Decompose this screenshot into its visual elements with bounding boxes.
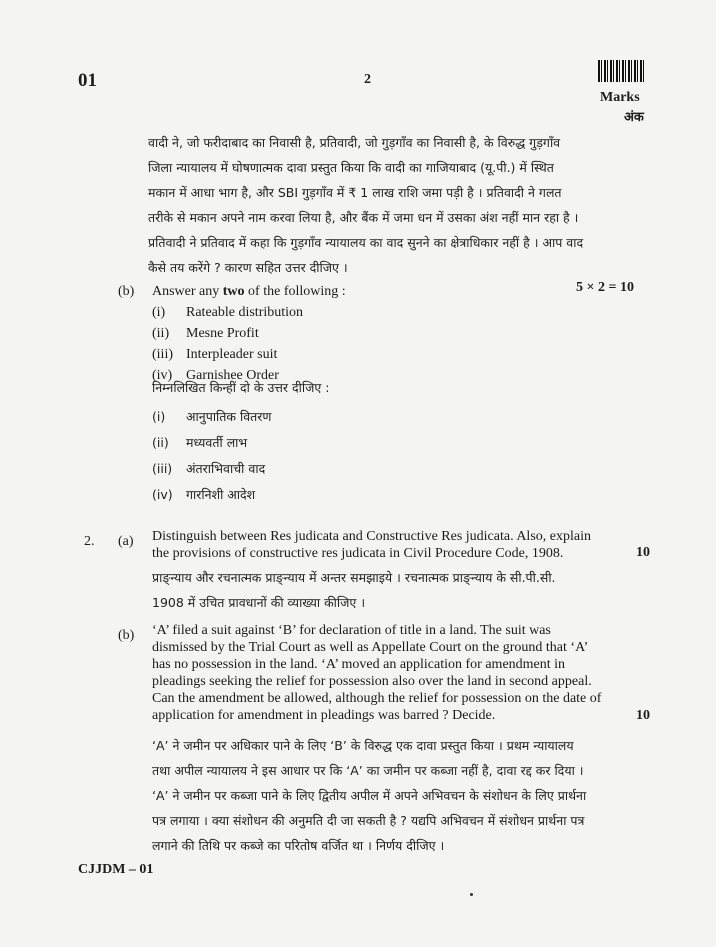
item-text: Mesne Profit [186,326,259,341]
q1b-label: (b) [118,284,135,299]
text-line: application for amendment in pleadings was barred ? Decide. [152,708,496,723]
item-text: गारनिशी आदेश [186,487,256,502]
item-number: (ii) [152,435,169,450]
text-line: प्राङ्न्याय और रचनात्मक प्राङ्न्याय में अन्तर समझाइये । रचनात्मक प्राङ्न्याय के सी.पी.सी. [152,570,556,585]
list-item [152,323,303,344]
barcode-icon [598,60,644,82]
item-number: (i) [152,409,166,424]
marks-heading-hindi: अंक [624,110,644,125]
item-text: अंतराभिवाची वाद [186,461,266,476]
q2a-marks: 10 [636,545,650,560]
q2b-hindi-text [152,733,632,858]
q2b-english-text [152,622,632,724]
text-line: लगाने की तिथि पर कब्जे का परितोष वर्जित था । निर्णय दीजिए । [152,838,445,853]
q2a-label: (a) [118,534,134,549]
q1b-hindi-instruction: निम्नलिखित किन्हीं दो के उत्तर दीजिए : [152,380,330,395]
item-text: Rateable distribution [186,305,304,320]
text-line: has no possession in the land. ‘A’ moved an application for amendment in [152,657,566,672]
text-line: कैसे तय करेंगे ? कारण सहित उत्तर दीजिए । [148,260,348,275]
text-line: पत्र लगाया । क्या संशोधन की अनुमति दी जा सकती है ? यद्यपि अभिवचन में संशोधन प्रार्थना पत्र [152,813,585,828]
item-number: (i) [152,305,166,320]
q1b-instruction [152,283,346,300]
text-line: dismissed by the Trial Court as well as Appellate Court on the ground that ‘A’ [152,640,589,655]
q2b-label: (b) [118,628,135,643]
list-item [152,482,271,508]
item-text: Garnishee Order [186,368,279,383]
q1b-hindi-items [152,404,271,508]
item-number: (iv) [152,487,173,502]
item-text: Interpleader suit [186,347,278,362]
q2a-english-text [152,528,632,562]
text-line: जिला न्यायालय में घोषणात्मक दावा प्रस्तुत किया कि वादी का गाजियाबाद (यू.पी.) में स्थित [148,160,554,175]
text-line: तथा अपील न्यायालय ने इस आधार पर कि ‘A’ का जमीन पर कब्जा नहीं है, दावा रद्द कर दिया । [152,763,584,778]
list-item [152,430,271,456]
text-line: प्रतिवादी ने प्रतिवाद में कहा कि गुड़गाँव न्यायालय का वाद सुनने का क्षेत्राधिकार नहीं है । आप वाद [148,235,584,250]
text-line: ‘A’ filed a suit against ‘B’ for declaration of title in a land. The suit was [152,623,551,638]
text-line: तरीके से मकान अपने नाम करवा लिया है, और बैंक में जमा धन में उसका अंश नहीं मान रहा है । [148,210,579,225]
text-line: ‘A’ ने जमीन पर अधिकार पाने के लिए ‘B’ के विरुद्ध एक दावा प्रस्तुत किया । प्रथम न्यायालय [152,738,574,753]
ink-dot [470,893,473,896]
text-line: 1908 में उचित प्रावधानों की व्याख्या कीजिए । [152,595,366,610]
text-line: Distinguish between Res judicata and Constructive Res judicata. Also, explain [152,529,591,544]
item-number: (ii) [152,326,170,341]
page-number: 2 [364,72,371,87]
paper-code: 01 [78,70,97,91]
item-number: (iv) [152,368,173,383]
text-line: pleadings seeking the relief for possession also over the land in second appeal. [152,674,592,689]
text-line: ‘A’ ने जमीन पर कब्जा पाने के लिए द्वितीय अपील में अपने अभिवचन के संशोधन के लिए प्रार्थना [152,788,587,803]
instruction-text: of the following : [244,284,346,299]
instruction-text: Answer any [152,284,223,299]
list-item [152,344,303,365]
instruction-bold: two [222,284,245,299]
text-line: Can the amendment be allowed, although the relief for possession on the date of [152,691,602,706]
text-line: वादी ने, जो फरीदाबाद का निवासी है, प्रतिवादी, जो गुड़गाँव का निवासी है, के विरुद्ध गुड़गाँव [148,135,561,150]
text-line: the provisions of constructive res judicata in Civil Procedure Code, 1908. [152,546,564,561]
item-number: (iii) [152,461,173,476]
q2a-hindi-text [152,565,632,615]
q2-number: 2. [84,534,95,549]
footer-paper-code: CJJDM – 01 [78,862,154,877]
list-item [152,302,303,323]
q2b-marks: 10 [636,708,650,723]
item-text: मध्यवर्ती लाभ [186,435,248,450]
item-text: आनुपातिक वितरण [186,409,272,424]
q1b-marks: 5 × 2 = 10 [576,280,634,295]
marks-heading: Marks [600,90,640,105]
list-item [152,456,271,482]
q1a-hindi-paragraph [148,130,648,280]
text-line: मकान में आधा भाग है, और SBI गुड़गाँव में ₹ 1 लाख राशि जमा पड़ी है । प्रतिवादी ने गलत [148,185,562,200]
q1b-english-items [152,302,303,386]
list-item [152,404,271,430]
item-number: (iii) [152,347,173,362]
